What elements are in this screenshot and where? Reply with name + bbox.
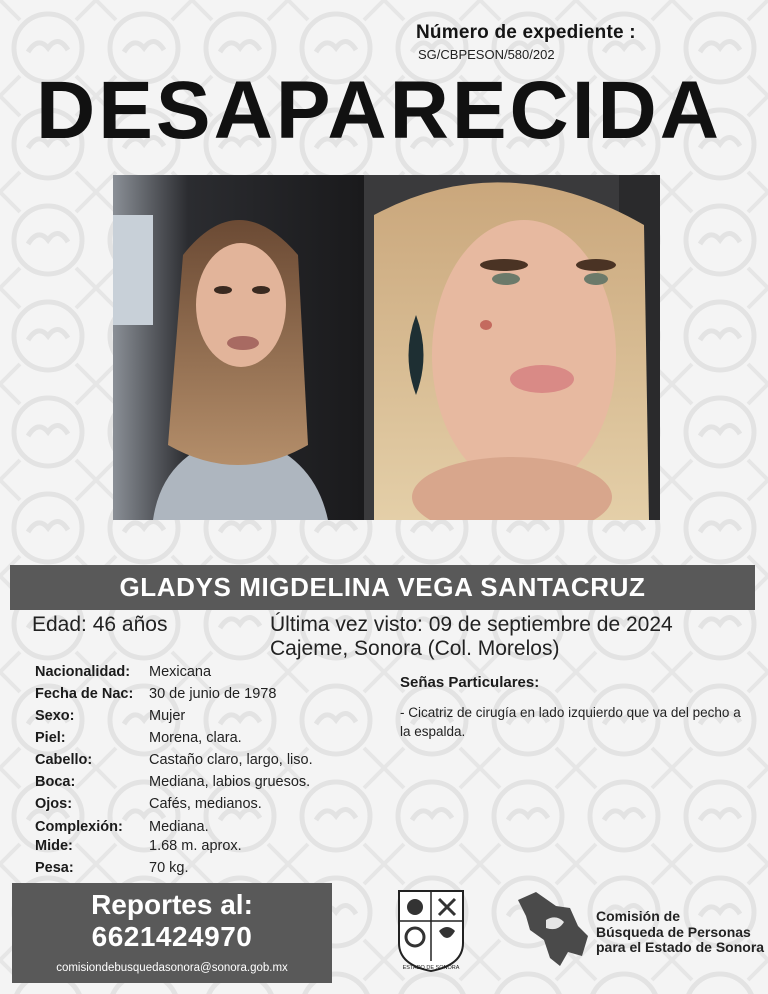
field-label-mouth: Boca: — [35, 774, 76, 790]
reports-box — [12, 883, 332, 983]
field-value-birthdate: 30 de junio de 1978 — [149, 686, 277, 702]
commission-name — [596, 909, 764, 956]
field-label-eyes: Ojos: — [35, 796, 73, 812]
reports-label: Reportes al: — [91, 889, 253, 920]
commission-name-line2: Búsqueda de Personas — [596, 923, 751, 940]
state-seal-caption: ESTADO DE SONORA — [402, 965, 460, 971]
commission-logo — [516, 890, 592, 972]
field-value-weight: 70 kg. — [149, 860, 189, 876]
page-title: DESAPARECIDA — [36, 65, 722, 156]
state-seal-logo — [395, 887, 467, 975]
reports-email[interactable]: comisiondebusquedasonora@sonora.gob.mx — [56, 962, 288, 974]
field-value-eyes: Cafés, medianos. — [149, 796, 262, 812]
field-label-hair: Cabello: — [35, 752, 93, 768]
age: Edad: 46 años — [32, 613, 168, 636]
photo-left — [113, 175, 364, 520]
field-label-height: Mide: — [35, 838, 73, 854]
person-name-banner — [10, 565, 755, 610]
field-value-hair: Castaño claro, largo, liso. — [149, 752, 313, 768]
field-value-sex: Mujer — [149, 708, 186, 724]
distinguishing-marks-title: Señas Particulares: — [400, 674, 540, 691]
case-number-label: Número de expediente : — [416, 22, 636, 43]
field-label-weight: Pesa: — [35, 860, 74, 876]
field-value-build: Mediana. — [149, 819, 209, 835]
field-label-nationality: Nacionalidad: — [35, 664, 131, 680]
field-label-sex: Sexo: — [35, 708, 75, 724]
last-seen-place: Cajeme, Sonora (Col. Morelos) — [270, 637, 560, 660]
field-label-birthdate: Fecha de Nac: — [35, 686, 134, 702]
case-number: SG/CBPESON/580/202 — [418, 47, 555, 62]
commission-name-line3: para el Estado de Sonora — [596, 939, 765, 955]
field-value-height: 1.68 m. aprox. — [149, 838, 242, 854]
distinguishing-marks-text: - Cicatriz de cirugía en lado izquierdo que va del pecho a la espalda. — [400, 705, 741, 739]
field-value-nationality: Mexicana — [149, 664, 212, 680]
field-value-mouth: Mediana, labios gruesos. — [149, 774, 311, 790]
last-seen-date: Última vez visto: 09 de septiembre de 2024 — [270, 613, 673, 636]
reports-phone[interactable]: 6621424970 — [91, 921, 253, 952]
person-name: GLADYS MIGDELINA VEGA SANTACRUZ — [119, 572, 646, 602]
field-label-build: Complexión: — [35, 819, 123, 835]
field-label-skin: Piel: — [35, 730, 66, 746]
commission-name-line1: Comisión de — [596, 908, 681, 924]
photo-right — [364, 175, 660, 520]
field-value-skin: Morena, clara. — [149, 730, 242, 746]
